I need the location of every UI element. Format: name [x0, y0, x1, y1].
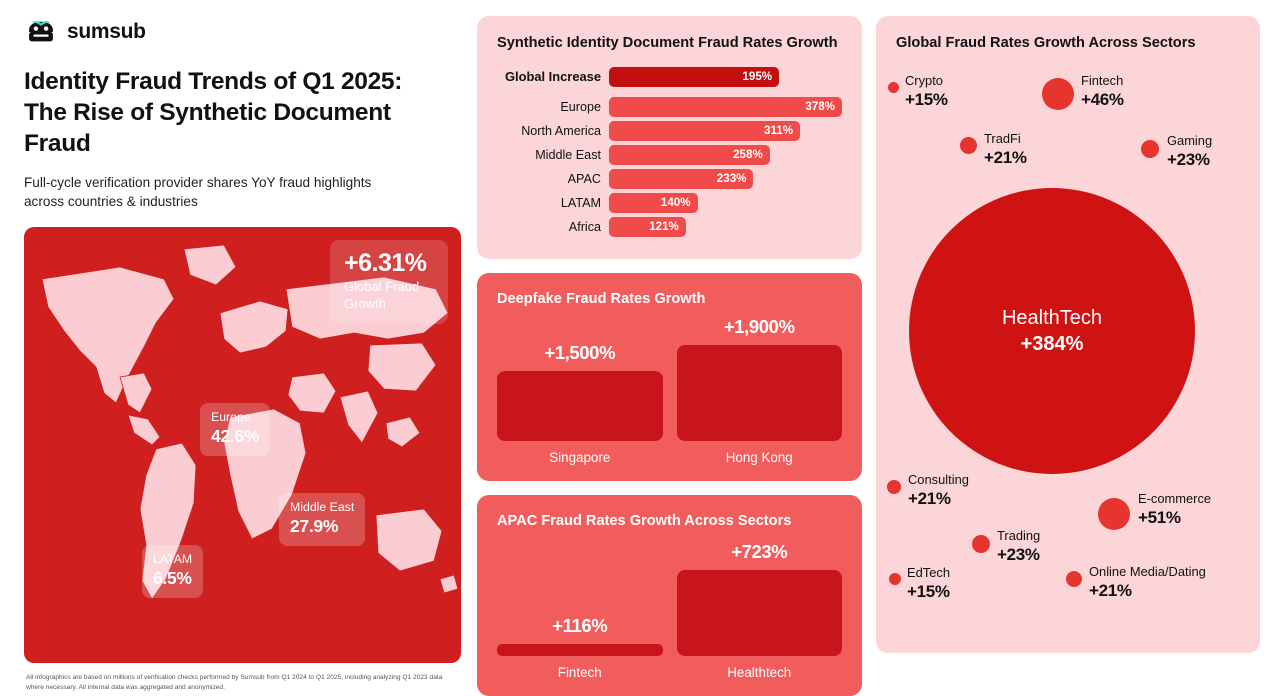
bubble-consulting	[887, 480, 901, 494]
apac-bar-fintech	[497, 644, 663, 656]
bar-row	[497, 145, 842, 165]
apac-bars	[497, 541, 842, 680]
footnote: All infographics are based on millions of verification checks performed by Sumsub from Q1 2024 to Q1 2025, including analyzing Q1 2023 data where necessary. All internal data was aggregated and anonymized.	[26, 674, 443, 691]
bar-row	[497, 97, 842, 117]
bubble-edtech	[889, 573, 901, 585]
global-fraud-growth-label: Global Fraud Growth	[344, 279, 420, 311]
bar-row	[497, 217, 842, 237]
brand	[24, 19, 463, 45]
page-title-line2: The Rise of Synthetic Document Fraud	[24, 98, 391, 157]
bar-label: North America	[521, 123, 601, 138]
bar-value: 311%	[609, 121, 800, 141]
brand-name: sumsub	[67, 20, 146, 43]
bubble-label-edtech: EdTech +15%	[907, 565, 950, 601]
bar-track	[609, 121, 842, 141]
map-pin-middle-east-value: 27.9%	[290, 515, 339, 536]
apac-value-fintech: +116%	[552, 615, 608, 637]
page-title-line1: Identity Fraud Trends of Q1 2025:	[24, 68, 403, 95]
global-sectors-bubble-chart	[876, 16, 1260, 653]
bubble-label-consulting: Consulting +21%	[908, 472, 969, 508]
sumsub-logo-icon	[24, 19, 58, 45]
bar-track	[609, 145, 842, 165]
bar-label: Global Increase	[504, 69, 601, 85]
map-pin-europe-label: Europe	[211, 410, 251, 425]
map-pin-latam-value: 6.5%	[153, 567, 192, 588]
map-pin-europe-value: 42.6%	[211, 425, 260, 446]
bubble-crypto	[888, 82, 899, 93]
deepfake-bar-singapore	[497, 371, 663, 441]
bar-value: 378%	[609, 97, 842, 117]
deepfake-bar-hongkong	[677, 345, 843, 441]
bar-value: 233%	[609, 169, 753, 189]
deepfake-fraud-card	[477, 273, 862, 482]
bubble-label-tradfi: TradFi +21%	[984, 131, 1027, 167]
deepfake-col-hongkong	[677, 316, 843, 465]
bar-track	[609, 193, 842, 213]
apac-label-fintech: Fintech	[557, 665, 602, 681]
synthetic-id-fraud-bars	[497, 67, 842, 237]
bar-track	[609, 67, 842, 87]
map-pin-middle-east-label: Middle East	[290, 500, 355, 515]
bar-track	[609, 97, 842, 117]
map-pin-latam	[142, 545, 203, 598]
bubble-online-media-dating	[1066, 571, 1082, 587]
bubble-label-gaming: Gaming +23%	[1167, 133, 1213, 169]
deepfake-label-hongkong: Hong Kong	[725, 450, 793, 466]
bubble-trading	[972, 535, 990, 553]
bar-row	[497, 67, 842, 87]
bubble-label-online-media-dating: Online Media/Dating +21%	[1089, 564, 1206, 600]
global-sectors-title: Global Fraud Rates Growth Across Sectors	[896, 35, 1196, 51]
deepfake-col-singapore	[497, 342, 663, 465]
bar-track	[609, 217, 842, 237]
bubble-tradfi	[960, 137, 977, 154]
map-pin-middle-east	[279, 493, 365, 546]
page-title	[24, 67, 463, 160]
right-column	[876, 16, 1260, 661]
page-subtitle	[24, 173, 463, 212]
bubble-ecommerce	[1098, 498, 1130, 530]
bar-row	[497, 193, 842, 213]
bar-label: Middle East	[535, 147, 601, 162]
bubble-label-healthtech: HealthTech +384%	[1001, 307, 1103, 355]
bar-row	[497, 169, 842, 189]
bar-track	[609, 169, 842, 189]
bar-label: Europe	[560, 99, 601, 114]
deepfake-bars	[497, 316, 842, 465]
bubble-fintech	[1042, 78, 1074, 110]
left-column	[20, 16, 463, 691]
bar-label: LATAM	[560, 195, 601, 210]
bubble-label-trading: Trading +23%	[997, 528, 1041, 564]
map-pin-latam-label: LATAM	[153, 552, 193, 567]
bar-label: APAC	[567, 171, 601, 186]
map-pin-europe	[200, 403, 270, 456]
apac-sectors-card	[477, 495, 862, 696]
bar-row	[497, 121, 842, 141]
page-subtitle-line2: across countries & industries	[24, 193, 198, 209]
apac-value-healthtech: +723%	[731, 541, 788, 563]
page-subtitle-line1: Full-cycle verification provider shares YoY fraud highlights	[24, 174, 372, 190]
bubble-gaming	[1141, 140, 1159, 158]
bar-value: 121%	[609, 217, 686, 237]
deepfake-value-singapore: +1,500%	[544, 342, 616, 364]
bubble-label-crypto: Crypto +15%	[905, 73, 948, 109]
synthetic-id-fraud-card	[477, 16, 862, 259]
apac-label-healthtech: Healthtech	[727, 665, 792, 681]
deepfake-value-hongkong: +1,900%	[723, 316, 795, 338]
global-fraud-growth-badge	[330, 240, 448, 324]
world-map-card	[24, 227, 461, 663]
apac-col-healthtech	[677, 541, 843, 680]
bar-value: 258%	[609, 145, 770, 165]
apac-col-fintech	[497, 615, 663, 680]
synthetic-id-fraud-title: Synthetic Identity Document Fraud Rates Growth	[497, 35, 838, 51]
bar-value: 140%	[609, 193, 698, 213]
bubble-label-fintech: Fintech +46%	[1081, 73, 1124, 109]
bar-label: Africa	[568, 219, 601, 234]
apac-bar-healthtech	[677, 570, 843, 656]
bubble-label-ecommerce: E-commerce +51%	[1138, 491, 1212, 527]
global-fraud-growth-value: +6.31%	[344, 249, 427, 278]
bar-value: 195%	[609, 67, 779, 87]
apac-sectors-title: APAC Fraud Rates Growth Across Sectors	[497, 513, 792, 530]
deepfake-label-singapore: Singapore	[549, 450, 611, 466]
middle-column	[477, 16, 862, 681]
deepfake-fraud-title: Deepfake Fraud Rates Growth	[497, 290, 706, 307]
